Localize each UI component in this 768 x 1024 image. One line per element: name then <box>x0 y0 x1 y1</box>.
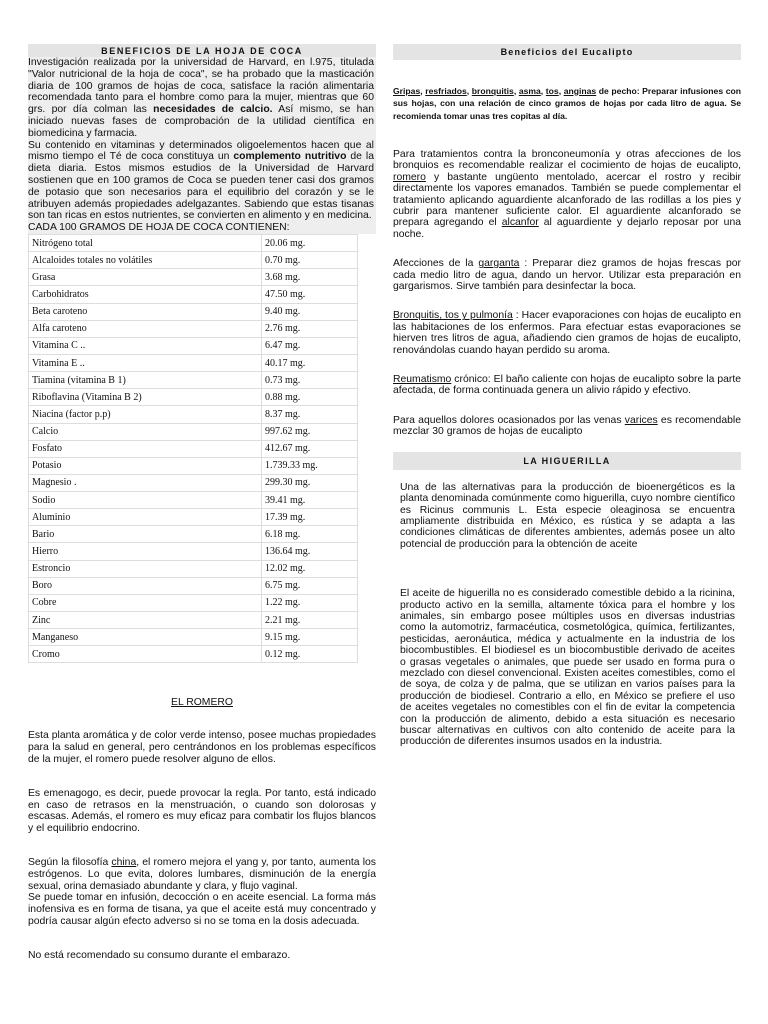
nutrient-name: Vitamina C .. <box>29 337 262 354</box>
nutrient-name: Boro <box>29 577 262 594</box>
right-column <box>393 44 741 748</box>
link-varices[interactable]: varices <box>624 414 658 426</box>
nutrient-table <box>28 234 358 664</box>
nutrient-row <box>29 337 358 354</box>
nutrient-name: Alfa caroteno <box>29 320 262 337</box>
nutrient-value: 1.739.33 mg. <box>262 457 358 474</box>
nutrient-row <box>29 577 358 594</box>
nutrient-name: Vitamina E .. <box>29 354 262 371</box>
eucalipto-paragraph-1: Para tratamientos contra la bronconeumonía y otras afecciones de los bronquios es recomendable realizar el cocimiento de hojas de eucalipto, romero y bastante ungüento mentolado, acercar el rostro y recibir directamente los vapores emanados. También se puede complementar el tratamiento aplicando aguardiente alcanforado de las rodillas a los pies y cubrir para mantener suficiente calor. El aguardiente alcanforado se prepara agregando el alcanfor al aguardiente y dejarlo reposar por una noche. <box>393 148 741 240</box>
nutrient-name: Bario <box>29 526 262 543</box>
nutrient-name: Nitrógeno total <box>29 234 262 251</box>
nutrient-name: Calcio <box>29 423 262 440</box>
coca-intro <box>28 57 376 222</box>
nutrient-value: 20.06 mg. <box>262 234 358 251</box>
nutrient-value: 997.62 mg. <box>262 423 358 440</box>
nutrient-row <box>29 372 358 389</box>
nutrient-name: Tiamina (vitamina B 1) <box>29 372 262 389</box>
nutrient-value: 8.37 mg. <box>262 406 358 423</box>
romero-paragraph-2: Es emenagogo, es decir, puede provocar la regla. Por tanto, está indicado en caso de retrasos en la menstruación, o cuando son dolorosas y escasas. Además, el romero es muy eficaz para combatir los flujos blancos y el equilibrio endocrino. <box>28 787 376 835</box>
nutrient-value: 0.70 mg. <box>262 252 358 269</box>
higuerilla-heading: LA HIGUERILLA <box>393 452 741 470</box>
romero-paragraph-1: Esta planta aromática y de color verde intenso, posee muchas propiedades para la salud en general, pero centrándonos en los problemas específicos de la mujer, el romero puede resolver alguno de ellos. <box>28 730 376 766</box>
nutrient-row <box>29 526 358 543</box>
nutrient-value: 1.22 mg. <box>262 594 358 611</box>
separator: , <box>558 85 564 96</box>
nutrient-row <box>29 320 358 337</box>
nutrient-name: Beta caroteno <box>29 303 262 320</box>
nutrient-value: 9.40 mg. <box>262 303 358 320</box>
nutrient-value: 12.02 mg. <box>262 560 358 577</box>
nutrient-value: 39.41 mg. <box>262 492 358 509</box>
nutrient-table-caption: CADA 100 GRAMOS DE HOJA DE COCA CONTIENEN: <box>28 222 376 234</box>
nutrient-row <box>29 406 358 423</box>
link-china[interactable]: china <box>111 857 137 869</box>
eucalipto-paragraph-2: Afecciones de la garganta : Preparar diez gramos de hojas frescas por cada medio litro de agua, dando un hervor. Utilizar esta preparación en gargarismos. Sirve también para desinfectar la boca. <box>393 258 741 293</box>
link-bronquitis-tos-pulmonia[interactable]: Bronquitis, tos y pulmonía <box>393 310 513 322</box>
nutrient-value: 6.47 mg. <box>262 337 358 354</box>
nutrient-name: Hierro <box>29 543 262 560</box>
eucalipto-paragraph-5: Para aquellos dolores ocasionados por las venas varices es recomendable mezclar 30 gramos de hojas de eucalipto <box>393 414 741 438</box>
nutrient-row <box>29 269 358 286</box>
nutrient-value: 2.21 mg. <box>262 612 358 629</box>
link-anginas[interactable]: anginas <box>563 85 597 96</box>
left-column <box>28 44 376 962</box>
eucalipto-intro <box>393 85 741 123</box>
link-romero[interactable]: romero <box>393 171 426 183</box>
nutrient-row <box>29 252 358 269</box>
nutrient-row <box>29 629 358 646</box>
nutrient-value: 6.75 mg. <box>262 577 358 594</box>
nutrient-value: 3.68 mg. <box>262 269 358 286</box>
nutrient-row <box>29 646 358 663</box>
separator: , <box>466 85 472 96</box>
link-tos[interactable]: tos <box>545 85 559 96</box>
nutrient-row <box>29 389 358 406</box>
nutrient-value: 47.50 mg. <box>262 286 358 303</box>
nutrient-value: 17.39 mg. <box>262 509 358 526</box>
coca-paragraph-1: Investigación realizada por la universidad de Harvard, en l.975, titulada "Valor nutricional de la hoja de coca", se ha probado que la masticación diaria de 100 gramos de hojas de coca, satisface la ración alimentaria recomendada tanto para el hombre como para la mujer, mientras que 60 grs. por día colman las necesidades de calcio. Así mismo, se han iniciado nuevas fases de comprobación de la utilidad científica en biomedicina y farmacia. <box>28 57 375 139</box>
link-asma[interactable]: asma <box>518 85 541 96</box>
higuerilla-paragraph-2: El aceite de higuerilla no es considerado comestible debido a la ricinina, producto activo en la semilla, altamente tóxica para el hombre y los animales, sin embargo posee múltiples usos en diversas industrias como la automotriz, farmacéutica, cosmetológica, química, fertilizantes, pesticidas, aeronáutica, médica y actualmente en la industria de los biocombustibles. El biodiesel es un biocombustible derivado de aceites o grasas vegetales o animales, que puede ser usado en forma pura o mezclado con diesel convencional. Existen aceites comestibles, como el de soya, de colza y de palma, que se utilizan en varios países para la producción de biodiesel. Contrario a ello, en México se prefiere el uso de aceites vegetales no comestibles con el fin de evitar la competencia con la producción de alimento, debido a esta situación es necesario buscar alternativas en cultivos con alto contenido de aceite para la producción de diferentes insumos usados en la industria. <box>400 588 735 748</box>
nutrient-name: Magnesio . <box>29 474 262 491</box>
nutrient-value: 6.18 mg. <box>262 526 358 543</box>
nutrient-value: 0.88 mg. <box>262 389 358 406</box>
separator: , <box>513 85 519 96</box>
link-resfriados[interactable]: resfriados <box>425 85 467 96</box>
nutrient-row <box>29 509 358 526</box>
nutrient-row <box>29 354 358 371</box>
nutrient-row <box>29 423 358 440</box>
coca-heading: BENEFICIOS DE LA HOJA DE COCA <box>28 44 376 57</box>
romero-paragraph-4: Se puede tomar en infusión, decocción o en aceite esencial. La forma más inofensiva es en forma de tisana, ya que el aceite está muy concentrado y podría causar algún efecto adverso si no se toma en la dosis adecuada. <box>28 892 376 928</box>
nutrient-row <box>29 560 358 577</box>
nutrient-row <box>29 286 358 303</box>
nutrient-value: 2.76 mg. <box>262 320 358 337</box>
nutrient-row <box>29 457 358 474</box>
nutrient-name: Grasa <box>29 269 262 286</box>
separator: , <box>420 85 426 96</box>
nutrient-row <box>29 234 358 251</box>
nutrient-value: 412.67 mg. <box>262 440 358 457</box>
nutrient-name: Carbohidratos <box>29 286 262 303</box>
nutrient-name: Alcaloides totales no volátiles <box>29 252 262 269</box>
nutrient-row <box>29 303 358 320</box>
nutrient-row <box>29 543 358 560</box>
nutrient-row <box>29 440 358 457</box>
nutrient-value: 299.30 mg. <box>262 474 358 491</box>
eucalipto-heading: Beneficios del Eucalipto <box>393 44 741 60</box>
nutrient-row <box>29 612 358 629</box>
romero-heading: EL ROMERO <box>171 697 233 709</box>
nutrient-name: Fosfato <box>29 440 262 457</box>
coca-paragraph-2: Su contenido en vitaminas y determinados oligoelementos hacen que al mismo tiempo el Té de coca constituya un complemento nutritivo de la dieta diaria. Estos mismos estudios de la Universidad de Harvard sostienen que en 100 gramos de Coca se pueden tener casi dos gramos de potasio que son necesarios para el equilibrio del corazón y se le atribuyen además propiedades adelgazantes. Sabiendo que estas tisanas son tan ricas en estos nutrientes, se convierten en alimento y en medicina. <box>28 139 375 222</box>
nutrient-name: Niacina (factor p.p) <box>29 406 262 423</box>
nutrient-value: 0.73 mg. <box>262 372 358 389</box>
nutrient-name: Estroncio <box>29 560 262 577</box>
nutrient-value: 136.64 mg. <box>262 543 358 560</box>
nutrient-name: Aluminio <box>29 509 262 526</box>
nutrient-value: 0.12 mg. <box>262 646 358 663</box>
nutrient-value: 40.17 mg. <box>262 354 358 371</box>
nutrient-name: Cobre <box>29 594 262 611</box>
separator: , <box>540 85 546 96</box>
nutrient-row <box>29 474 358 491</box>
nutrient-name: Cromo <box>29 646 262 663</box>
romero-paragraph-3: Según la filosofía china, el romero mejora el yang y, por tanto, aumenta los estrógenos. Lo que evita, dolores lumbares, disminución de la energía sexual, orina demasiado abundante y clara, y flujo vaginal. <box>28 857 376 892</box>
eucalipto-paragraph-3: Bronquitis, tos y pulmonía : Hacer evaporaciones con hojas de eucalipto en las habitaciones de los enfermos. Para efectuar estas evaporaciones se hierven tres litros de agua, añadiendo cien gramos de hojas de eucalipto, renovándolas cuando hayan perdido su aroma. <box>393 310 741 356</box>
nutrient-name: Potasio <box>29 457 262 474</box>
link-alcanfor[interactable]: alcanfor <box>501 217 539 229</box>
link-reumatismo[interactable]: Reumatismo <box>393 374 452 386</box>
nutrient-row <box>29 594 358 611</box>
link-garganta[interactable]: garganta <box>478 258 520 270</box>
nutrient-row <box>29 492 358 509</box>
link-bronquitis[interactable]: bronquitis <box>471 85 514 96</box>
eucalipto-intro-text: de pecho: Preparar infusiones con sus hojas, con una relación de cinco gramos de hojas por cada litro de agua. Se recomienda tomar unas tres copitas al día. <box>393 85 741 121</box>
nutrient-name: Riboflavina (Vitamina B 2) <box>29 389 262 406</box>
nutrient-name: Manganeso <box>29 629 262 646</box>
nutrient-name: Zinc <box>29 612 262 629</box>
link-gripas[interactable]: Gripas <box>393 85 421 96</box>
nutrient-value: 9.15 mg. <box>262 629 358 646</box>
nutrient-name: Sodio <box>29 492 262 509</box>
romero-paragraph-5: No está recomendado su consumo durante el embarazo. <box>28 949 291 961</box>
higuerilla-paragraph-1: Una de las alternativas para la producción de bioenergéticos es la planta denominada comúnmente como higuerilla, cuyo nombre científico es Ricinus communis L. Esta especie oleaginosa se encuentra ampliamente distribuida en México, es rústica y se adapta a las condiciones climáticas de diferentes ambientes, además posee un alto potencial de producción para la obtención de aceite <box>400 481 735 550</box>
eucalipto-paragraph-4: Reumatismo crónico: El baño caliente con hojas de eucalipto sobre la parte afectada, de forma continuada genera un alivio rápido y efectivo. <box>393 374 741 397</box>
